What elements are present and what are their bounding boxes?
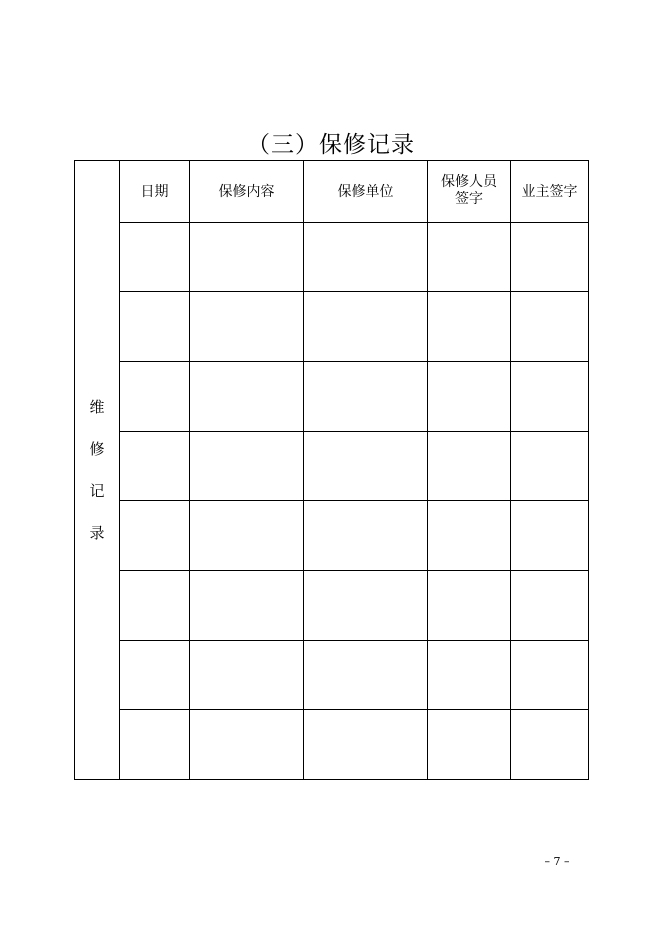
table-cell[interactable] — [190, 222, 304, 292]
table-row — [75, 292, 589, 362]
table-row — [75, 570, 589, 640]
table-cell[interactable] — [511, 361, 589, 431]
column-header-unit: 保修单位 — [304, 161, 428, 223]
table-cell[interactable] — [304, 710, 428, 780]
table-row — [75, 640, 589, 710]
table-cell[interactable] — [304, 361, 428, 431]
table-cell[interactable] — [428, 570, 511, 640]
table-cell[interactable] — [428, 292, 511, 362]
side-label-char: 记 — [89, 481, 105, 500]
table-row — [75, 501, 589, 571]
table-cell[interactable] — [428, 501, 511, 571]
table-cell[interactable] — [428, 222, 511, 292]
table-cell[interactable] — [511, 710, 589, 780]
table-cell[interactable] — [511, 431, 589, 501]
maintenance-record-table — [74, 160, 589, 780]
side-label-char: 维 — [89, 397, 105, 416]
table-header-row — [75, 161, 589, 223]
table-cell[interactable] — [190, 361, 304, 431]
column-header-content: 保修内容 — [190, 161, 304, 223]
header-line: 签字 — [455, 191, 483, 208]
table-cell[interactable] — [428, 431, 511, 501]
table-cell[interactable] — [511, 570, 589, 640]
side-label-char: 修 — [89, 439, 105, 458]
table-cell[interactable] — [120, 570, 190, 640]
table-cell[interactable] — [190, 710, 304, 780]
table-cell[interactable] — [304, 640, 428, 710]
table-cell[interactable] — [190, 501, 304, 571]
header-line: 保修人员 — [441, 174, 497, 191]
side-label-char: 录 — [89, 523, 105, 542]
table-cell[interactable] — [304, 501, 428, 571]
table-cell[interactable] — [190, 431, 304, 501]
table-cell[interactable] — [304, 570, 428, 640]
column-header-owner-signature: 业主签字 — [511, 161, 589, 223]
table-cell[interactable] — [190, 570, 304, 640]
table-cell[interactable] — [120, 292, 190, 362]
table-cell[interactable] — [304, 292, 428, 362]
table-cell[interactable] — [511, 640, 589, 710]
table-cell[interactable] — [428, 361, 511, 431]
table-cell[interactable] — [120, 361, 190, 431]
column-header-date: 日期 — [120, 161, 190, 223]
table-cell[interactable] — [190, 292, 304, 362]
page-number: – 7 – — [544, 855, 570, 868]
table-cell[interactable] — [120, 431, 190, 501]
table-cell[interactable] — [304, 222, 428, 292]
table-cell[interactable] — [511, 501, 589, 571]
page-title: （三）保修记录 — [247, 132, 415, 158]
table-cell[interactable] — [304, 431, 428, 501]
table-row — [75, 361, 589, 431]
table-cell[interactable] — [120, 640, 190, 710]
table-cell[interactable] — [428, 710, 511, 780]
table-cell[interactable] — [511, 222, 589, 292]
table-cell[interactable] — [120, 501, 190, 571]
table-cell[interactable] — [120, 222, 190, 292]
table-cell[interactable] — [190, 640, 304, 710]
table-row — [75, 710, 589, 780]
table-cell[interactable] — [428, 640, 511, 710]
table-row — [75, 222, 589, 292]
table-cell[interactable] — [511, 292, 589, 362]
table-cell[interactable] — [120, 710, 190, 780]
column-header-staff-signature — [428, 161, 511, 223]
table-row — [75, 431, 589, 501]
side-label-cell — [75, 161, 120, 780]
